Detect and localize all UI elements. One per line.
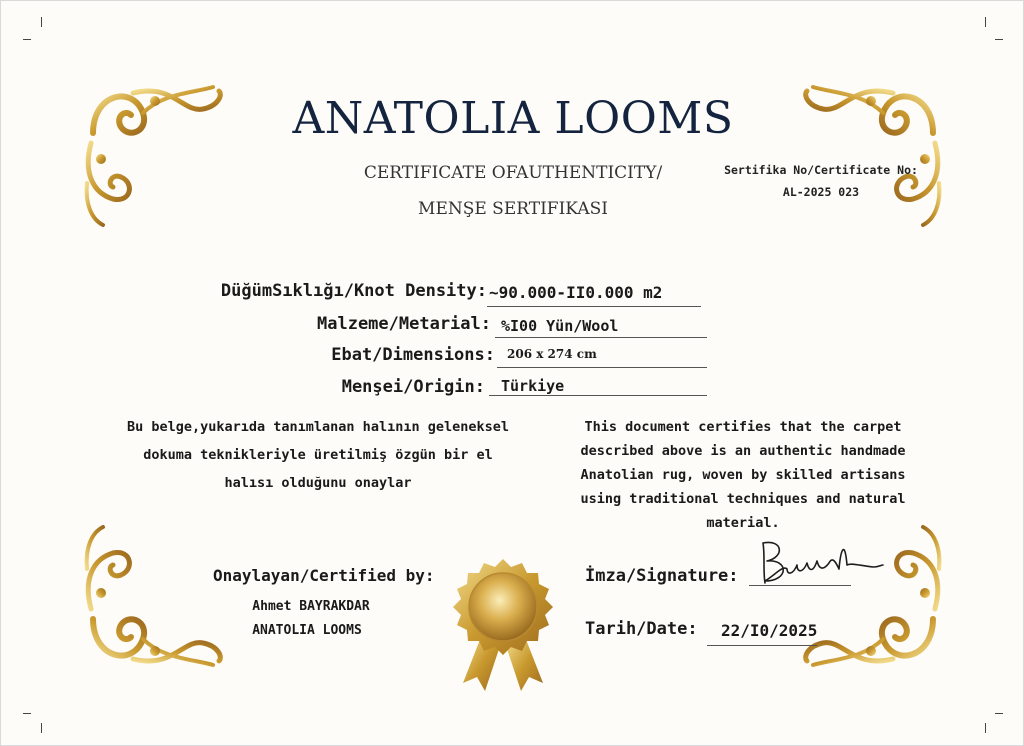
material-label: Malzeme/Metarial: — [317, 314, 491, 334]
date-value: 22/I0/2025 — [721, 621, 818, 640]
signature-label: İmza/Signature: — [585, 566, 739, 586]
certified-by-label: Onaylayan/Certified by: — [213, 566, 435, 585]
material-line — [495, 337, 707, 338]
statement-turkish — [93, 415, 543, 495]
origin-line — [489, 395, 707, 396]
origin-value: Türkiye — [501, 377, 565, 395]
statement-english-line: This document certifies that the carpet — [584, 419, 902, 435]
date-label: Tarih/Date: — [585, 619, 698, 639]
ornament-bottom-left — [73, 509, 243, 679]
signature-line — [749, 585, 851, 586]
origin-label: Menşei/Origin: — [341, 377, 485, 397]
statement-english-line: using traditional techniques and natural — [580, 491, 906, 507]
certifier-company: ANATOLIA LOOMS — [252, 623, 362, 638]
crop-mark — [41, 17, 42, 27]
material-value: %I00 Yün/Wool — [501, 317, 619, 335]
handwritten-signature — [753, 535, 893, 591]
crop-mark — [995, 713, 1003, 714]
knot-density-value: ~90.000-II0.000 m2 — [489, 283, 663, 302]
crop-mark — [985, 17, 986, 27]
statement-turkish-line: Bu belge,yukarıda tanımlanan halının geleneksel — [126, 419, 509, 435]
crop-mark — [985, 723, 986, 733]
statement-turkish-line: halısı olduğunu onaylar — [224, 475, 412, 491]
dimensions-value: 206 x 274 cm — [507, 347, 597, 361]
certificate-number-label: Sertifika No/Certificate No: — [724, 163, 918, 177]
crop-mark — [41, 723, 42, 733]
statement-turkish-line: dokuma teknikleriyle üretilmiş özgün bir el — [143, 447, 493, 463]
statement-english-line: Anatolian rug, woven by skilled artisans — [580, 467, 906, 483]
statement-english-line: described above is an authentic handmade — [580, 443, 906, 459]
crop-mark — [995, 39, 1003, 40]
certificate-subtitle-1: CERTIFICATE OFAUTHENTICITY/ — [363, 163, 663, 183]
brand-title: ANATOLIA LOOMS — [292, 93, 734, 144]
knot-density-label: DüğümSıklığı/Knot Density: — [220, 281, 487, 301]
crop-mark — [23, 713, 31, 714]
dimensions-line — [497, 367, 707, 368]
statement-english-line: material. — [706, 515, 780, 531]
statement-english — [567, 415, 919, 535]
crop-mark — [23, 39, 31, 40]
dimensions-label: Ebat/Dimensions: — [331, 345, 495, 365]
certificate-subtitle-2: MENŞE SERTIFIKASI — [418, 199, 608, 219]
certificate-number-value: AL-2025 023 — [782, 185, 860, 199]
gold-seal-icon — [447, 557, 559, 693]
date-line — [707, 645, 817, 646]
certifier-name: Ahmet BAYRAKDAR — [252, 599, 370, 614]
knot-density-line — [487, 306, 701, 307]
